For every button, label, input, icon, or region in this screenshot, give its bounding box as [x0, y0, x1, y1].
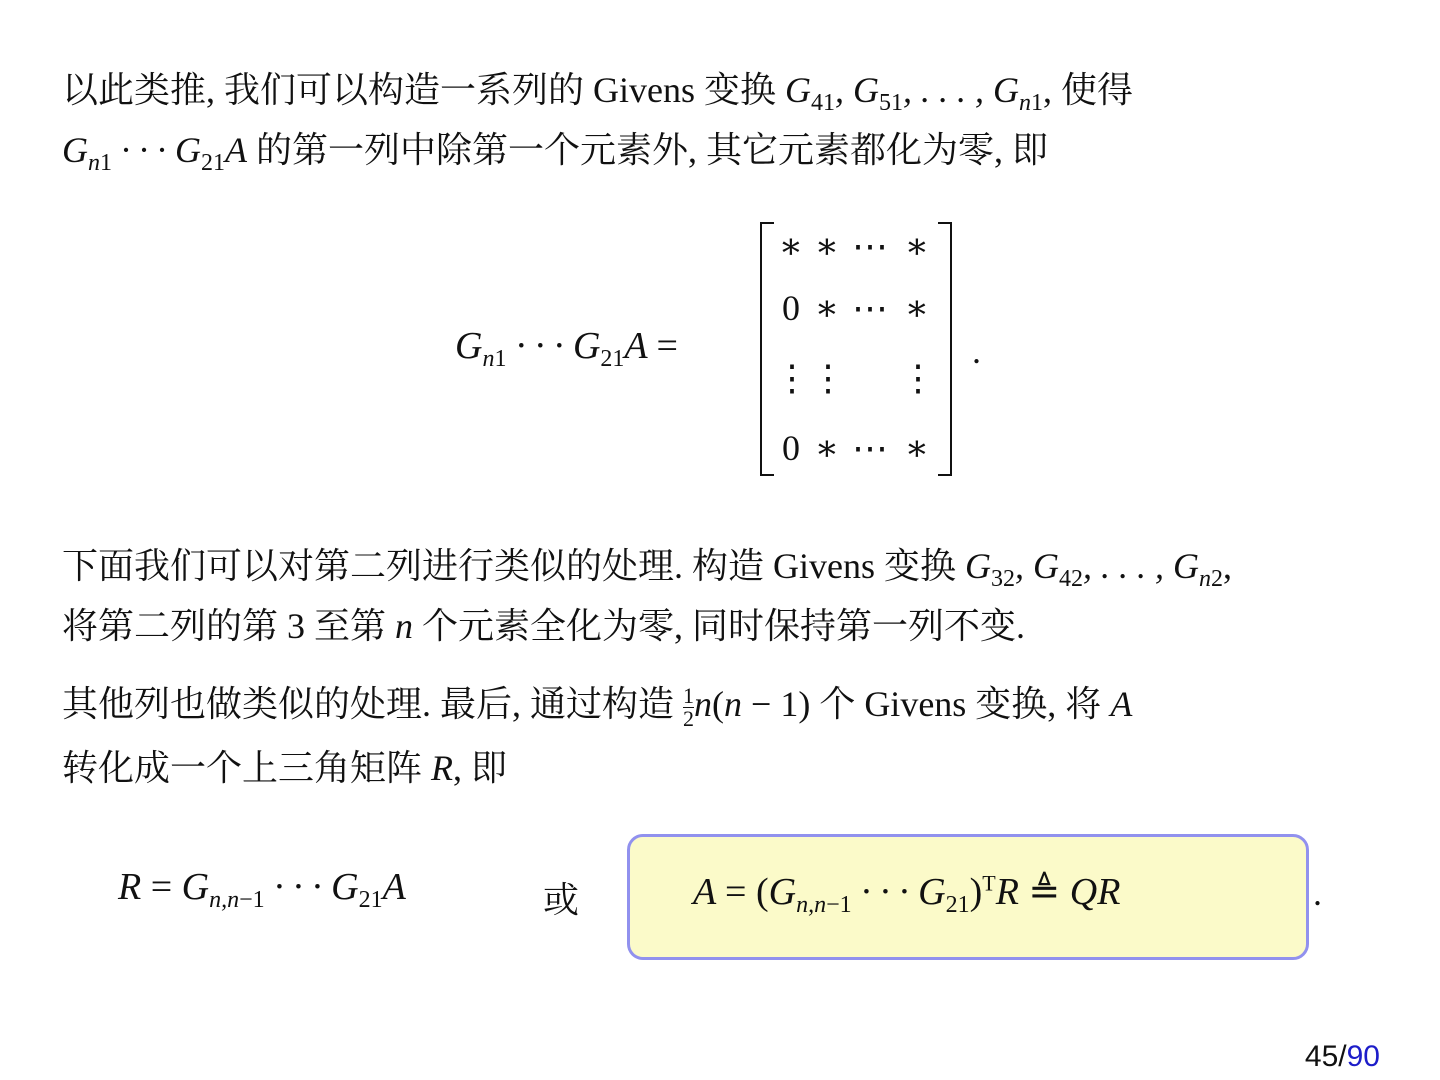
- paragraph-3-line-1: [62, 674, 1132, 734]
- page-number: [1305, 1040, 1380, 1074]
- math-half-n-n-minus-1: $\frac{1}{2}$ n(n − 1): [683, 683, 811, 732]
- equation-r: $R = G_{n,n-1}$ · · · $G_{21}A$: [118, 866, 406, 913]
- equation-lhs: $G_{n1}$ · · · $G_{21}A$ =: [455, 325, 678, 372]
- math-product-1: $G_{n1}$ · · · $G_{21}A$: [62, 130, 247, 176]
- math-givens-list-1: $G_{41}$, $G_{51}$, . . . , $G_{n1}$: [785, 70, 1043, 116]
- para2-number: 3: [287, 606, 306, 646]
- para1-line1-end: , 使得: [1043, 70, 1134, 110]
- paragraph-2-line-2: [62, 596, 1025, 656]
- para1-line2-end: 的第一列中除第一个元素外, 其它元素都化为零, 即: [247, 130, 1049, 170]
- equation-period: .: [1313, 873, 1322, 913]
- math-givens-list-2: $G_{32}$, $G_{42}$, . . . , $G_{n2}$,: [965, 546, 1232, 592]
- matrix-cell: ∗: [904, 288, 930, 328]
- matrix-right-bracket: [938, 222, 952, 476]
- para3-text-a: 其他列也做类似的处理. 最后, 通过构造: [62, 684, 684, 724]
- matrix-cell: ⋮: [900, 358, 936, 398]
- equation-qr: $A = (G_{n,n-1}$ · · · $G_{21})^TR$ ≜ QR: [693, 870, 1121, 918]
- matrix-cell: ∗: [778, 226, 804, 266]
- para3-variable-r: R: [431, 748, 454, 788]
- para3-text-d: , 即: [453, 748, 508, 788]
- matrix-cell: ∗: [904, 428, 930, 468]
- matrix-cell: 0: [782, 288, 800, 328]
- matrix-left-bracket: [760, 222, 774, 476]
- matrix-cell: ∗: [814, 428, 840, 468]
- para2-variable: n: [395, 606, 414, 646]
- matrix: [760, 220, 952, 475]
- matrix-cell: ∗: [814, 288, 840, 328]
- para2-text-b: 至第: [305, 606, 396, 646]
- para3-text-b: 个 Givens 变换, 将: [810, 684, 1111, 724]
- matrix-cell: ⋮: [774, 358, 810, 398]
- highlight-box: [627, 834, 1309, 960]
- matrix-cell: ⋮: [810, 358, 846, 398]
- equation-period: .: [972, 331, 981, 371]
- page-separator: /: [1338, 1040, 1347, 1073]
- page-total[interactable]: 90: [1346, 1040, 1380, 1073]
- matrix-cell: ∗: [814, 226, 840, 266]
- para2-text-a: 将第二列的第: [62, 606, 288, 646]
- para2-text-c: 个元素全化为零, 同时保持第一列不变.: [413, 606, 1026, 646]
- matrix-cell: 0: [782, 428, 800, 468]
- matrix-cell: ⋯: [852, 288, 888, 328]
- connector-or: 或: [543, 880, 580, 920]
- paragraph-3-line-2: [62, 738, 507, 798]
- matrix-cell: ∗: [904, 226, 930, 266]
- para2-text: 下面我们可以对第二列进行类似的处理. 构造 Givens 变换: [62, 546, 965, 586]
- page-current: 45: [1304, 1040, 1339, 1073]
- matrix-cell: ⋯: [852, 428, 888, 468]
- para1-text: 以此类推, 我们可以构造一系列的 Givens 变换: [62, 70, 785, 110]
- para3-text-c: 转化成一个上三角矩阵: [62, 748, 432, 788]
- para3-variable-a: A: [1110, 684, 1133, 724]
- paragraph-1-line-2: [62, 120, 1048, 193]
- matrix-cell: ⋯: [852, 226, 888, 266]
